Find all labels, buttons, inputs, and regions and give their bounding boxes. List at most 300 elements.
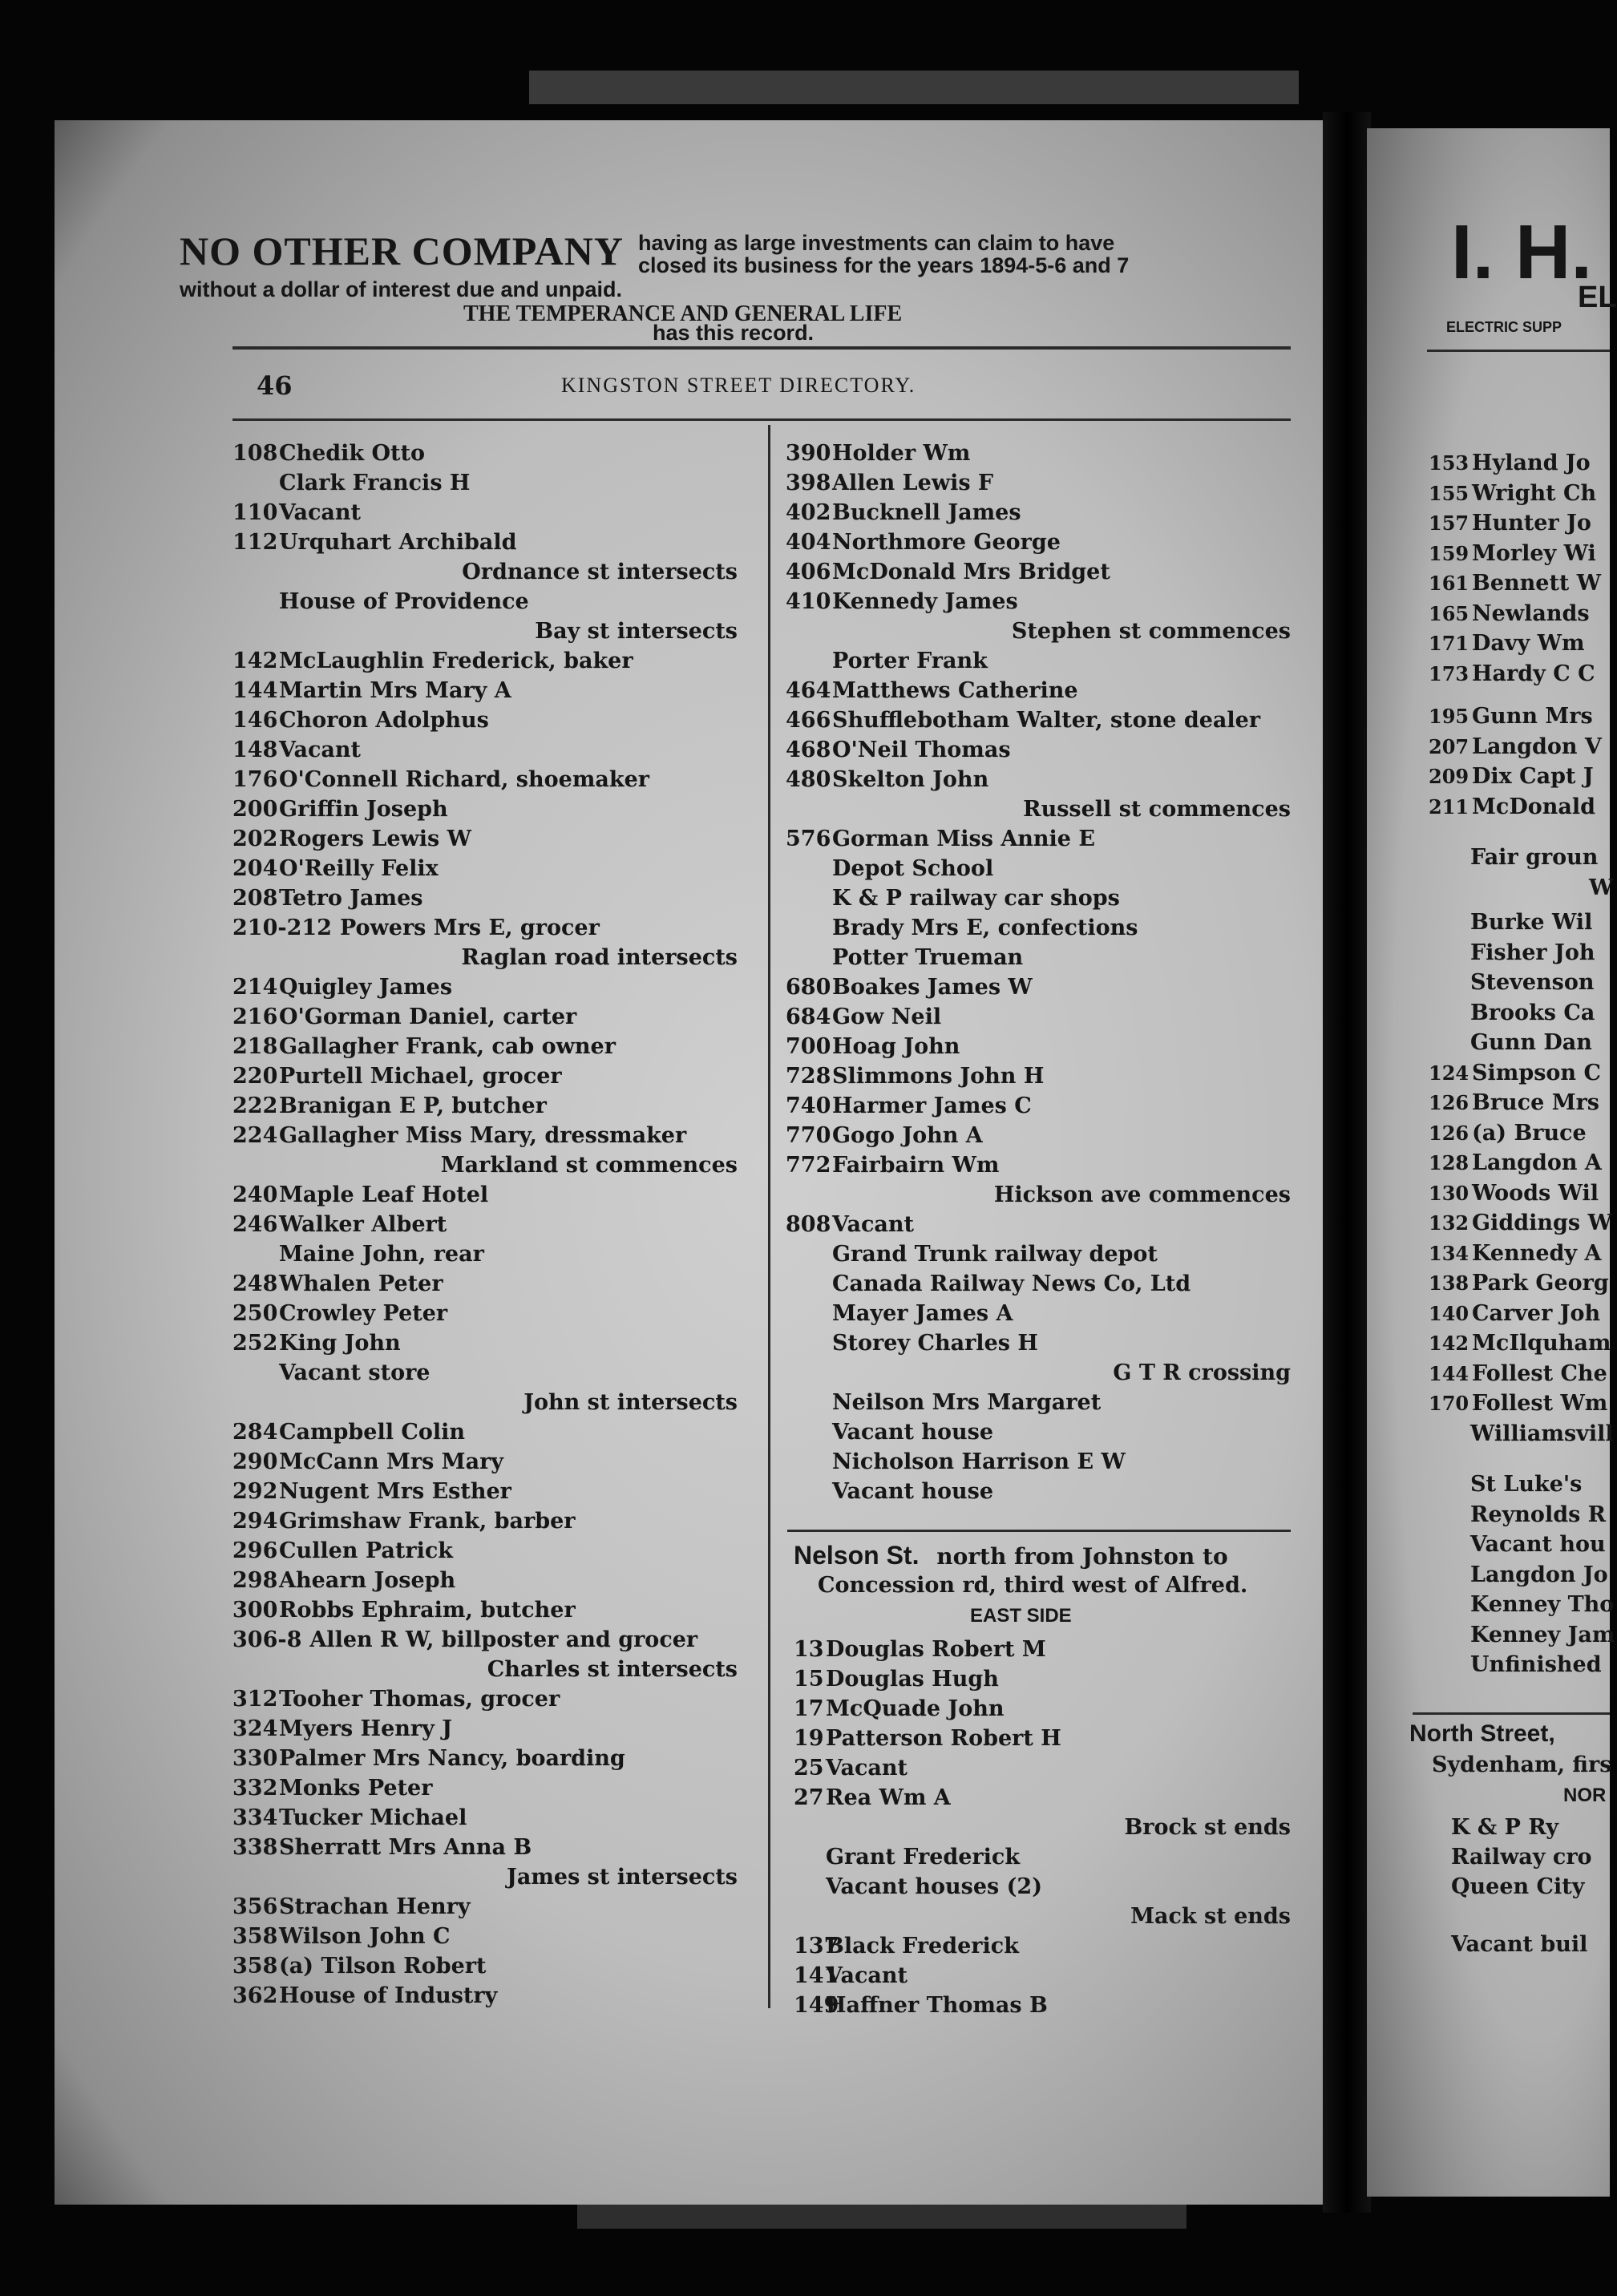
house-number: 224 xyxy=(232,1123,278,1148)
street-desc-1: north from Johnston to xyxy=(936,1543,1228,1570)
facing-entry xyxy=(1429,661,1595,686)
directory-row xyxy=(794,1635,1291,1664)
resident-name: Gallagher Miss Mary, dressmaker xyxy=(279,1123,687,1148)
resident-name: Campbell Colin xyxy=(279,1420,466,1445)
facing-entry xyxy=(1429,704,1593,729)
house-number: 130 xyxy=(1429,1181,1469,1205)
house-number: 176 xyxy=(232,767,278,792)
facing-entry xyxy=(1470,1652,1602,1677)
header-rule-bottom xyxy=(232,418,1291,421)
facing-north-entry: Vacant buil xyxy=(1451,1932,1588,1957)
facing-entry xyxy=(1589,875,1613,900)
resident-name: Robbs Ephraim, butcher xyxy=(279,1598,576,1623)
house-number: 141 xyxy=(794,1963,839,1988)
directory-row xyxy=(794,1932,1291,1961)
directory-row xyxy=(232,1092,738,1121)
directory-row xyxy=(232,1181,738,1210)
house-number: 157 xyxy=(1429,511,1469,535)
facing-entry xyxy=(1470,940,1595,965)
resident-name: Patterson Robert H xyxy=(826,1726,1061,1751)
directory-row xyxy=(786,647,1291,676)
cross-street-label: Charles st intersects xyxy=(487,1657,738,1682)
directory-row xyxy=(786,1270,1291,1299)
facing-entry xyxy=(1470,1562,1608,1587)
directory-row xyxy=(232,1329,738,1358)
resident-name: Vacant house xyxy=(832,1420,994,1445)
house-number: 132 xyxy=(1429,1211,1469,1235)
resident-name: Choron Adolphus xyxy=(279,708,489,733)
house-number: 110 xyxy=(232,500,278,525)
house-number: 173 xyxy=(1429,661,1469,685)
resident-name: Holder Wm xyxy=(832,441,971,466)
resident-name: Porter Frank xyxy=(832,649,988,673)
house-number: 576 xyxy=(786,827,831,851)
resident-name: Unfinished xyxy=(1470,1652,1602,1677)
house-number: 13 xyxy=(794,1637,824,1662)
resident-name: Park Georg xyxy=(1472,1271,1609,1296)
cross-street-row xyxy=(232,1863,738,1892)
resident-name: Storey Charles H xyxy=(832,1331,1038,1356)
resident-name: Grant Frederick xyxy=(826,1845,1021,1870)
house-number: 144 xyxy=(232,678,278,703)
house-number: 195 xyxy=(1429,705,1469,728)
cross-street-label: Russell st commences xyxy=(1023,797,1291,822)
resident-name: McDonald xyxy=(1472,794,1596,819)
directory-row xyxy=(232,1300,738,1328)
resident-name: Morley Wi xyxy=(1472,540,1596,566)
directory-row xyxy=(232,1537,738,1566)
resident-name: Langdon V xyxy=(1472,734,1602,759)
directory-row xyxy=(794,1724,1291,1753)
resident-name: Wilson John C xyxy=(279,1924,451,1949)
running-title: KINGSTON STREET DIRECTORY. xyxy=(561,374,916,397)
facing-entry xyxy=(1470,1592,1614,1617)
cross-street-row xyxy=(232,944,738,972)
resident-name: Giddings W xyxy=(1472,1211,1612,1235)
cross-street-label: G T R crossing xyxy=(1113,1360,1291,1385)
house-number: 404 xyxy=(786,530,831,555)
directory-row xyxy=(794,1843,1291,1872)
resident-name: O'Reilly Felix xyxy=(279,856,439,881)
house-number: 210-212 xyxy=(232,916,332,940)
cross-street-row xyxy=(786,795,1291,824)
house-number: 159 xyxy=(1429,541,1469,565)
cross-street-row xyxy=(232,1655,738,1684)
directory-row xyxy=(786,588,1291,616)
directory-row xyxy=(786,528,1291,557)
cross-street-row xyxy=(794,1813,1291,1842)
house-number: 306-8 xyxy=(232,1627,302,1652)
house-number: 148 xyxy=(232,738,278,762)
house-number: 740 xyxy=(786,1093,831,1118)
directory-row xyxy=(232,1003,738,1032)
ad-line-5: has this record. xyxy=(653,321,815,345)
resident-name: Douglas Hugh xyxy=(826,1667,999,1692)
resident-name: Purtell Michael, grocer xyxy=(279,1064,562,1089)
directory-row xyxy=(786,914,1291,943)
resident-name: Hyland Jo xyxy=(1472,451,1591,475)
facing-entry xyxy=(1429,734,1602,759)
house-number: 15 xyxy=(794,1667,824,1692)
resident-name: Urquhart Archibald xyxy=(279,530,517,555)
side-heading: EAST SIDE xyxy=(970,1605,1072,1627)
facing-entry xyxy=(1470,1532,1606,1557)
house-number: 338 xyxy=(232,1835,278,1860)
resident-name: O'Neil Thomas xyxy=(832,738,1011,762)
resident-name: McDonald Mrs Bridget xyxy=(832,560,1110,584)
resident-name: Simpson C xyxy=(1472,1060,1601,1085)
cross-street-label: Stephen st commences xyxy=(1011,619,1291,644)
resident-name: Brady Mrs E, confections xyxy=(832,916,1138,940)
facing-entry xyxy=(1429,1181,1599,1206)
house-number: 155 xyxy=(1429,481,1469,505)
resident-name: Carver Joh xyxy=(1472,1300,1601,1326)
cross-street-row xyxy=(232,558,738,587)
house-number: 240 xyxy=(232,1182,278,1207)
resident-name: Bennett W xyxy=(1472,571,1602,596)
directory-row xyxy=(794,1784,1291,1813)
facing-entry xyxy=(1429,1090,1599,1115)
directory-row xyxy=(232,1715,738,1744)
facing-entry xyxy=(1429,764,1594,789)
resident-name: Stevenson xyxy=(1470,970,1595,995)
directory-row xyxy=(786,1151,1291,1180)
resident-name: Davy Wm xyxy=(1472,631,1585,656)
resident-name: Vacant xyxy=(826,1963,908,1988)
directory-row xyxy=(232,1033,738,1061)
house-number: 208 xyxy=(232,886,278,911)
facing-north-entry: Railway cro xyxy=(1451,1845,1592,1870)
house-number: 126 xyxy=(1429,1121,1469,1145)
resident-name: Rea Wm A xyxy=(826,1785,951,1810)
resident-name: Reynolds R xyxy=(1470,1502,1607,1527)
house-number: 296 xyxy=(232,1538,278,1563)
directory-row xyxy=(786,736,1291,765)
resident-name: Powers Mrs E, grocer xyxy=(339,916,600,940)
house-number: 284 xyxy=(232,1420,278,1445)
directory-row xyxy=(232,647,738,676)
resident-name: Harmer James C xyxy=(832,1093,1032,1118)
directory-row xyxy=(232,736,738,765)
resident-name: House of Providence xyxy=(279,589,529,614)
resident-name: Kennedy A xyxy=(1472,1240,1602,1266)
resident-name: Langdon A xyxy=(1472,1150,1602,1175)
directory-row xyxy=(794,1873,1291,1902)
directory-row xyxy=(232,795,738,824)
house-number: 149 xyxy=(794,1993,839,2018)
directory-row xyxy=(786,469,1291,498)
directory-row xyxy=(232,1270,738,1299)
facing-entry xyxy=(1470,910,1592,935)
house-number: 211 xyxy=(1429,794,1469,819)
resident-name: Kennedy James xyxy=(832,589,1018,614)
house-number: 770 xyxy=(786,1123,831,1148)
resident-name: Branigan E P, butcher xyxy=(279,1093,547,1118)
house-number: 153 xyxy=(1429,451,1469,475)
resident-name: Vacant xyxy=(832,1212,915,1237)
resident-name: Vacant houses (2) xyxy=(826,1874,1042,1899)
resident-name: McCann Mrs Mary xyxy=(279,1449,503,1474)
resident-name: Gallagher Frank, cab owner xyxy=(279,1034,616,1059)
resident-name: Vacant xyxy=(826,1756,908,1781)
house-number: 700 xyxy=(786,1034,831,1059)
resident-name: Gunn Dan xyxy=(1470,1030,1592,1055)
header-rule-top xyxy=(232,346,1291,350)
house-number: 144 xyxy=(1429,1361,1469,1385)
facing-entry xyxy=(1429,794,1595,819)
house-number: 171 xyxy=(1429,632,1469,655)
house-number: 204 xyxy=(232,856,278,881)
directory-row xyxy=(232,1952,738,1981)
resident-name: House of Industry xyxy=(279,1983,498,2008)
facing-entry xyxy=(1429,1241,1601,1266)
resident-name: Clark Francis H xyxy=(279,471,471,495)
resident-name: Wright Ch xyxy=(1472,480,1597,506)
resident-name: Shufflebotham Walter, stone dealer xyxy=(832,708,1261,733)
cross-street-label: Bay st intersects xyxy=(535,619,738,644)
facing-entry xyxy=(1429,1211,1612,1235)
cross-street-row xyxy=(786,1359,1291,1388)
cross-street-row xyxy=(232,1389,738,1417)
directory-row xyxy=(786,766,1291,794)
facing-entry xyxy=(1470,1502,1606,1527)
house-number: 246 xyxy=(232,1212,278,1237)
directory-row xyxy=(232,855,738,883)
house-number: 294 xyxy=(232,1509,278,1534)
directory-row xyxy=(786,1122,1291,1150)
house-number: 165 xyxy=(1429,601,1469,625)
house-number: 138 xyxy=(1429,1271,1469,1295)
facing-entry xyxy=(1429,601,1590,626)
resident-name: Fairbairn Wm xyxy=(832,1153,1000,1178)
page-number: 46 xyxy=(257,370,293,401)
directory-row xyxy=(786,706,1291,735)
resident-name: Allen Lewis F xyxy=(832,471,994,495)
resident-name: K & P railway car shops xyxy=(832,886,1120,911)
resident-name: Gorman Miss Annie E xyxy=(832,827,1095,851)
directory-row xyxy=(232,469,738,498)
cross-street-label: James st intersects xyxy=(507,1865,738,1890)
resident-name: Strachan Henry xyxy=(279,1894,471,1919)
house-number: 292 xyxy=(232,1479,278,1504)
directory-row xyxy=(232,1685,738,1714)
directory-row xyxy=(232,1893,738,1922)
house-number: 298 xyxy=(232,1568,278,1593)
house-number: 390 xyxy=(786,441,831,466)
house-number: 772 xyxy=(786,1153,831,1178)
directory-row xyxy=(232,973,738,1002)
cross-street-label: Mack st ends xyxy=(1130,1904,1291,1929)
resident-name: Vacant xyxy=(279,738,362,762)
street-name: Nelson St. xyxy=(794,1541,920,1570)
house-number: 468 xyxy=(786,738,831,762)
facing-entry xyxy=(1470,1472,1582,1497)
resident-name: Tucker Michael xyxy=(279,1805,467,1830)
facing-entry xyxy=(1429,1301,1600,1326)
facing-entry xyxy=(1429,1391,1607,1416)
resident-name: Myers Henry J xyxy=(279,1716,452,1741)
resident-name: Mayer James A xyxy=(832,1301,1013,1326)
directory-row xyxy=(786,1418,1291,1447)
resident-name: (a) Bruce xyxy=(1472,1120,1587,1146)
ad-line-4: THE TEMPERANCE AND GENERAL LIFE xyxy=(463,301,903,326)
resident-name: Sherratt Mrs Anna B xyxy=(279,1835,532,1860)
resident-name: Hoag John xyxy=(832,1034,960,1059)
resident-name: Monks Peter xyxy=(279,1776,433,1801)
directory-row xyxy=(232,1062,738,1091)
house-number: 358 xyxy=(232,1954,278,1979)
facing-side-heading: NOR xyxy=(1563,1785,1607,1806)
house-number: 27 xyxy=(794,1785,824,1810)
facing-street-desc: Sydenham, firs xyxy=(1432,1752,1612,1777)
resident-name: McLaughlin Frederick, baker xyxy=(279,649,633,673)
resident-name: Maple Leaf Hotel xyxy=(279,1182,489,1207)
directory-row xyxy=(794,1991,1291,2020)
directory-row xyxy=(232,499,738,528)
directory-row xyxy=(232,1922,738,1951)
directory-row xyxy=(786,677,1291,705)
resident-name: McIlquham xyxy=(1472,1331,1611,1356)
resident-name: O'Connell Richard, shoemaker xyxy=(279,767,649,792)
directory-row xyxy=(794,1665,1291,1694)
directory-row xyxy=(232,1418,738,1447)
cross-street-row xyxy=(794,1902,1291,1931)
facing-entry xyxy=(1470,970,1595,995)
facing-entry xyxy=(1470,1000,1595,1025)
house-number: 290 xyxy=(232,1449,278,1474)
facing-entry xyxy=(1470,1421,1614,1446)
house-number: 410 xyxy=(786,589,831,614)
directory-row xyxy=(786,1300,1291,1328)
house-number: 202 xyxy=(232,827,278,851)
directory-row xyxy=(786,973,1291,1002)
facing-entry xyxy=(1429,631,1585,656)
resident-name: Nicholson Harrison E W xyxy=(832,1449,1126,1474)
house-number: 684 xyxy=(786,1004,831,1029)
house-number: 140 xyxy=(1429,1301,1469,1325)
scan-edge-top xyxy=(529,71,1299,104)
resident-name: Griffin Joseph xyxy=(279,797,448,822)
resident-name: Burke Wil xyxy=(1470,910,1593,935)
cross-street-row xyxy=(232,1151,738,1180)
directory-row xyxy=(786,1092,1291,1121)
house-number: 402 xyxy=(786,500,831,525)
cross-street-label: John st intersects xyxy=(524,1390,738,1415)
house-number: 124 xyxy=(1429,1061,1469,1085)
facing-entry xyxy=(1429,1331,1611,1356)
resident-name: Whalen Peter xyxy=(279,1271,443,1296)
resident-name: Nugent Mrs Esther xyxy=(279,1479,511,1504)
house-number: 728 xyxy=(786,1064,831,1089)
directory-row xyxy=(786,1389,1291,1417)
facing-north-entry: Queen City xyxy=(1451,1874,1585,1899)
house-number: 17 xyxy=(794,1696,824,1721)
house-number: 25 xyxy=(794,1756,824,1781)
directory-row xyxy=(786,1062,1291,1091)
facing-entry xyxy=(1470,1623,1615,1647)
resident-name: Potter Trueman xyxy=(832,945,1024,970)
house-number: 680 xyxy=(786,975,831,1000)
resident-name: Tooher Thomas, grocer xyxy=(279,1687,560,1712)
column-divider xyxy=(768,425,770,2008)
directory-row xyxy=(232,1122,738,1150)
directory-row xyxy=(232,706,738,735)
cross-street-label: Markland st commences xyxy=(440,1153,738,1178)
house-number: 161 xyxy=(1429,572,1469,595)
resident-name: Fisher Joh xyxy=(1470,940,1595,965)
facing-header-rule xyxy=(1427,350,1610,352)
directory-row xyxy=(232,528,738,557)
facing-entry xyxy=(1429,571,1601,596)
facing-header-big: I. H. xyxy=(1451,209,1593,295)
directory-row xyxy=(786,1003,1291,1032)
house-number: 466 xyxy=(786,708,831,733)
facing-entry xyxy=(1470,845,1598,870)
house-number: 19 xyxy=(794,1726,824,1751)
resident-name: Bucknell James xyxy=(832,500,1021,525)
resident-name: Vacant hou xyxy=(1470,1532,1606,1557)
cross-street-row xyxy=(232,617,738,646)
directory-row xyxy=(232,766,738,794)
facing-entry xyxy=(1429,1361,1607,1386)
house-number: 146 xyxy=(232,708,278,733)
directory-row xyxy=(794,1962,1291,1991)
resident-name: Maine John, rear xyxy=(279,1242,484,1267)
resident-name: Vacant house xyxy=(832,1479,994,1504)
resident-name: Williamsvill xyxy=(1470,1421,1614,1446)
directory-row xyxy=(794,1754,1291,1783)
resident-name: Ahearn Joseph xyxy=(279,1568,456,1593)
resident-name: W xyxy=(1589,875,1614,900)
directory-row xyxy=(232,439,738,468)
directory-row xyxy=(232,1211,738,1239)
resident-name: Matthews Catherine xyxy=(832,678,1078,703)
facing-section-rule xyxy=(1413,1712,1610,1715)
ad-line-1: having as large investments can claim to have xyxy=(638,231,1115,255)
resident-name: Kenney Jam xyxy=(1470,1622,1615,1647)
house-number: 356 xyxy=(232,1894,278,1919)
directory-row xyxy=(232,1477,738,1506)
house-number: 209 xyxy=(1429,765,1469,788)
directory-row xyxy=(786,558,1291,587)
directory-row xyxy=(232,1507,738,1536)
house-number: 214 xyxy=(232,975,278,1000)
resident-name: Depot School xyxy=(832,856,994,881)
directory-row xyxy=(232,884,738,913)
cross-street-label: Raglan road intersects xyxy=(461,945,738,970)
directory-row xyxy=(786,439,1291,468)
house-number: 216 xyxy=(232,1004,278,1029)
resident-name: St Luke's xyxy=(1470,1472,1583,1497)
facing-entry xyxy=(1429,1121,1587,1146)
house-number: 358 xyxy=(232,1924,278,1949)
house-number: 248 xyxy=(232,1271,278,1296)
resident-name: Follest Wm xyxy=(1472,1391,1608,1416)
house-number: 362 xyxy=(232,1983,278,2008)
directory-row xyxy=(786,1448,1291,1477)
resident-name: Brooks Ca xyxy=(1470,1000,1595,1025)
house-number: 222 xyxy=(232,1093,278,1118)
resident-name: Black Frederick xyxy=(826,1934,1019,1958)
house-number: 108 xyxy=(232,441,278,466)
house-number: 334 xyxy=(232,1805,278,1830)
resident-name: Follest Che xyxy=(1472,1360,1607,1386)
house-number: 170 xyxy=(1429,1392,1469,1415)
street-desc-2: Concession rd, third west of Alfred. xyxy=(818,1573,1248,1598)
facing-entry xyxy=(1429,481,1596,506)
house-number: 207 xyxy=(1429,734,1469,758)
house-number: 324 xyxy=(232,1716,278,1741)
